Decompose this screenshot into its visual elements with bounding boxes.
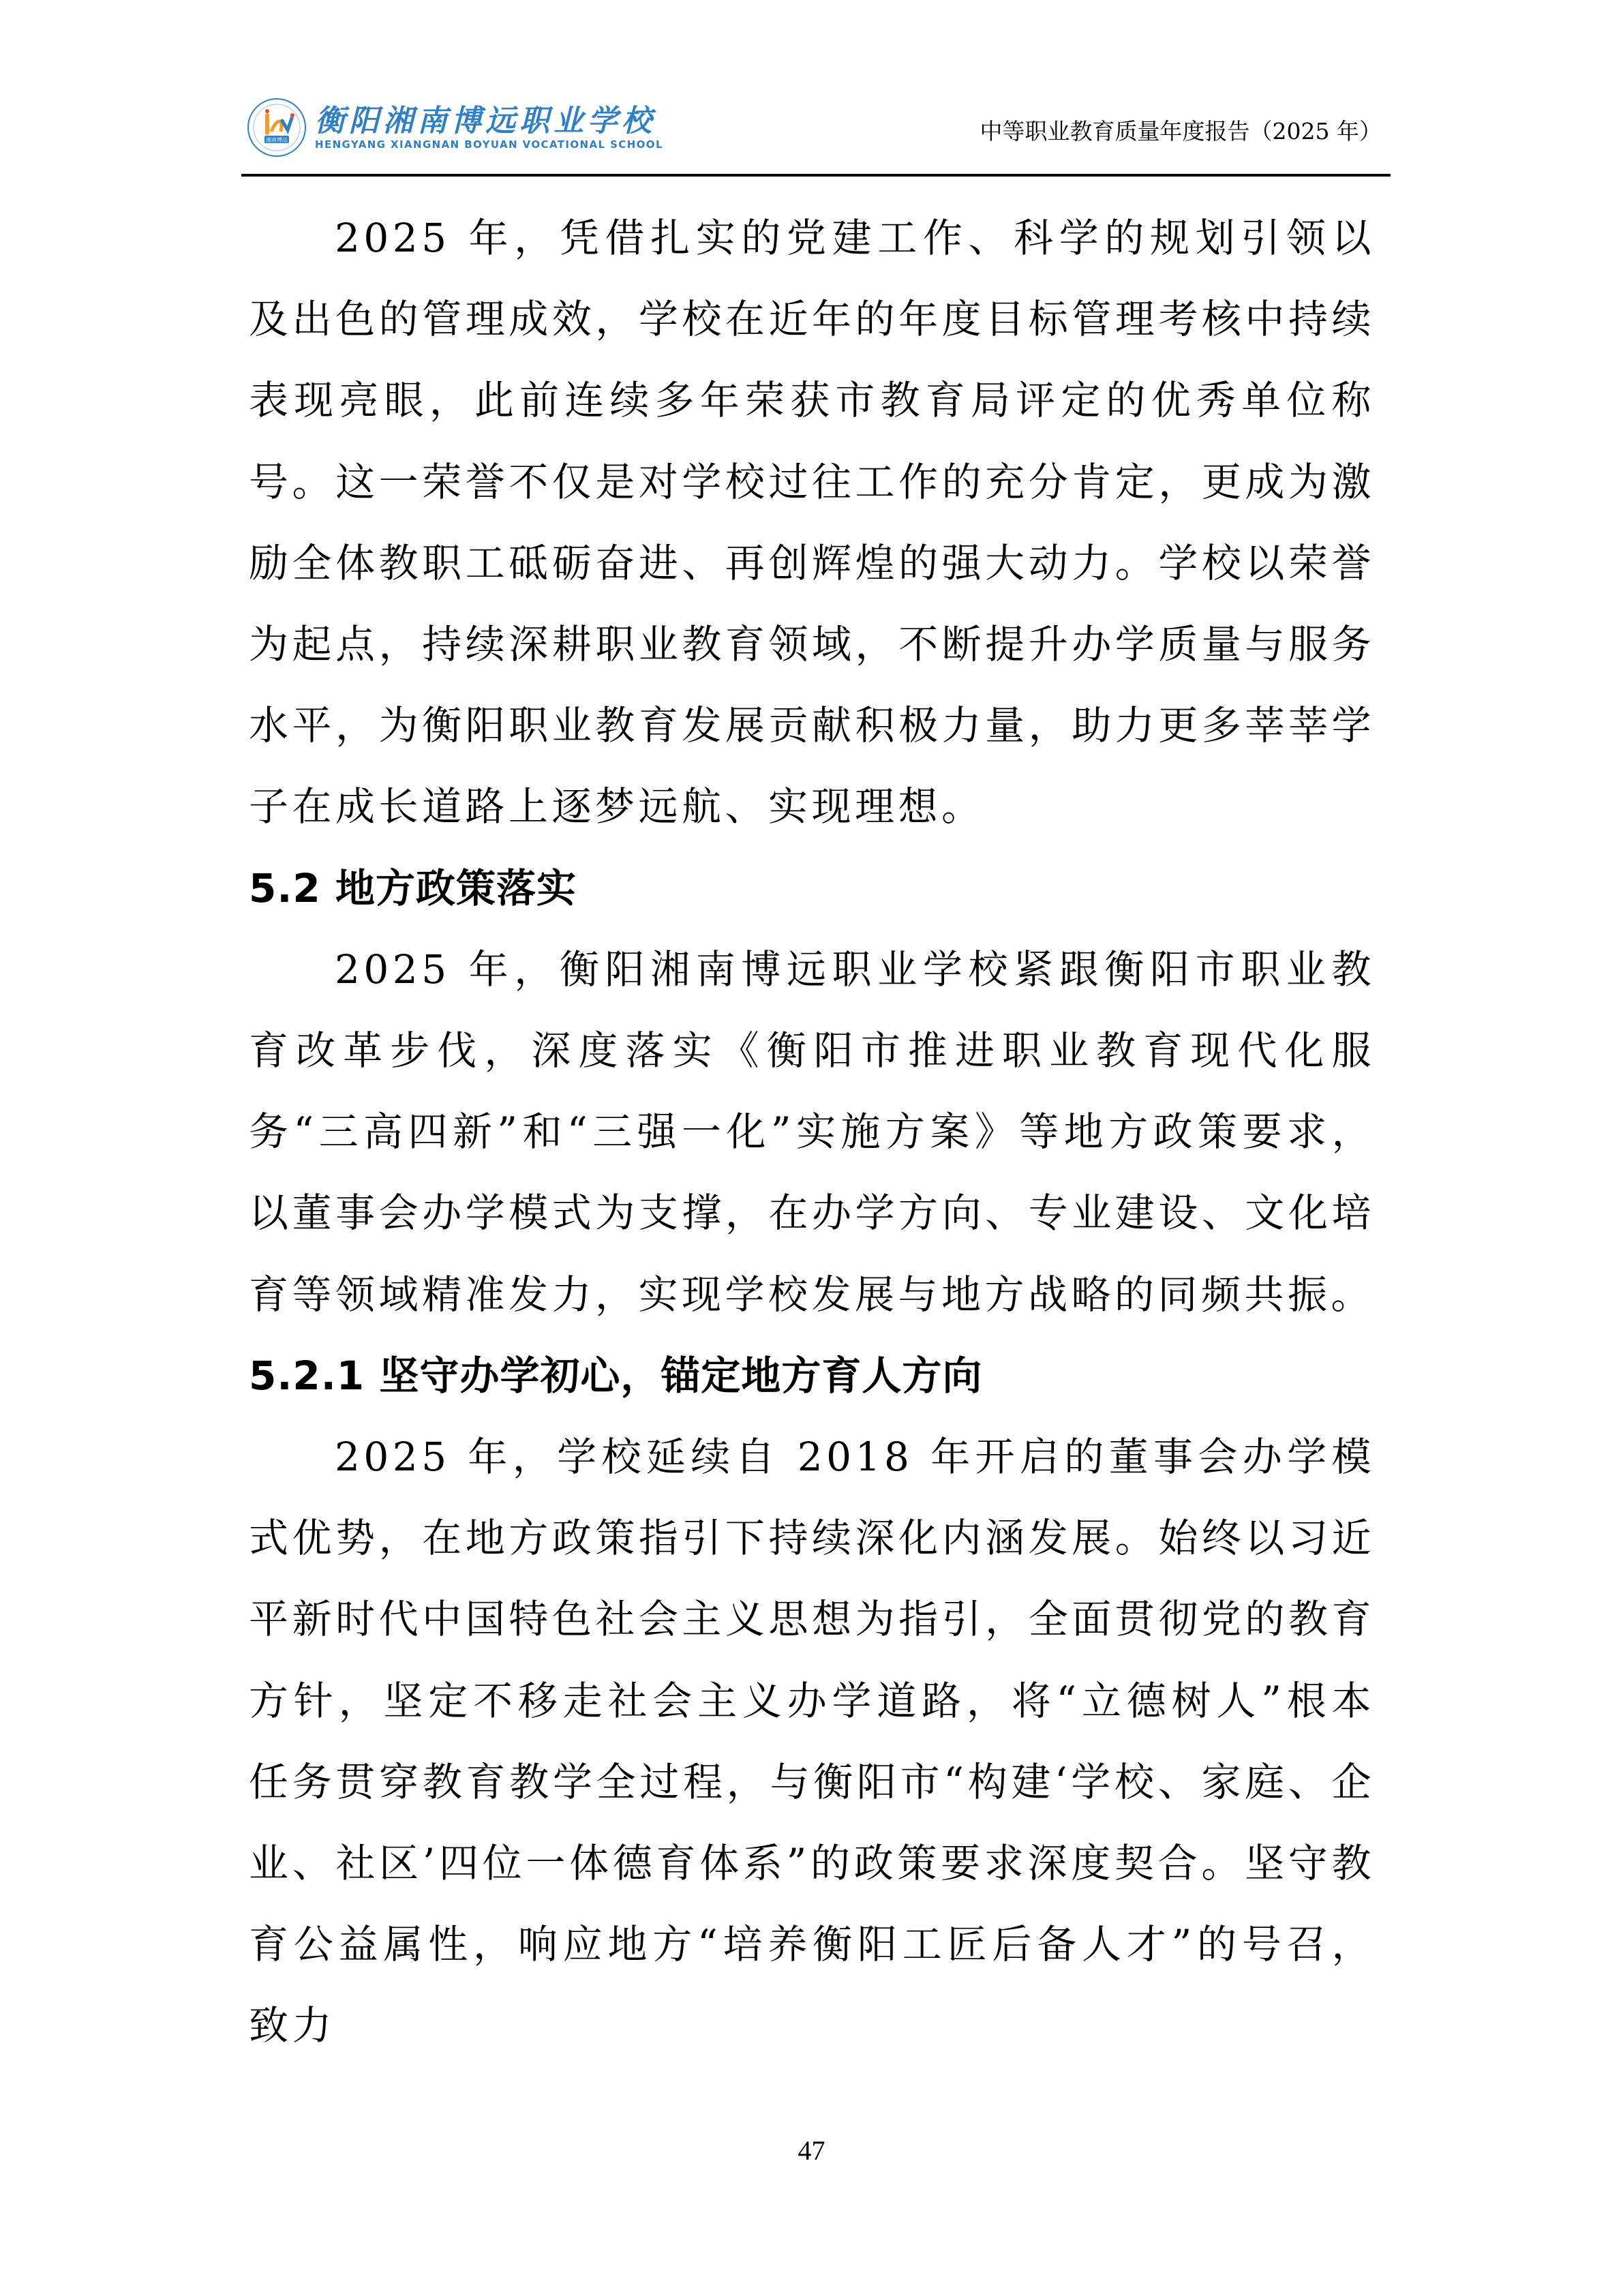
school-logo [247,95,663,160]
header-divider [241,174,1391,177]
school-emblem-icon [247,97,307,157]
page-number: 47 [798,2135,825,2166]
section-heading-5-2-1: 5.2.1 坚守办学初心，锚定地方育人方向 [249,1352,983,1399]
page-content [249,198,1375,2067]
report-title: 中等职业教育质量年度报告（2025 年） [980,118,1382,145]
school-name-en: HENGYANG XIANGNAN BOYUAN VOCATIONAL SCHOOL [315,138,663,151]
paragraph-school-mission [249,1417,1375,2067]
paragraph-text: 2025 年，衡阳湘南博远职业学校紧跟衡阳市职业教育改革步伐，深度落实《衡阳市推进职业教育现代化服务“三高四新”和“三强一化”实施方案》等地方政策要求，以董事会办学模式为支撑，在办学方向、专业建设、文化培育等领域精准发力，实现学校发展与地方战略的同频共振。 [249,946,1375,1318]
paragraph-honors [249,198,1375,848]
logo-badge-text: 湘南博远 [266,137,288,143]
section-heading-5-2: 5.2 地方政策落实 [249,864,577,911]
paragraph-text: 2025 年，凭借扎实的党建工作、科学的规划引领以及出色的管理成效，学校在近年的年度目标管理考核中持续表现亮眼，此前连续多年荣获市教育局评定的优秀单位称号。这一荣誉不仅是对学校过往工作的充分肯定，更成为激励全体教职工砥砺奋进、再创辉煌的强大动力。学校以荣誉为起点，持续深耕职业教育领域，不断提升办学质量与服务水平，为衡阳职业教育发展贡献积极力量，助力更多莘莘学子在成长道路上逐梦远航、实现理想。 [249,215,1375,830]
paragraph-text: 2025 年，学校延续自 2018 年开启的董事会办学模式优势，在地方政策指引下持续深化内涵发展。始终以习近平新时代中国特色社会主义思想为指引，全面贯彻党的教育方针，坚定不移走社会主义办学道路，将“立德树人”根本任务贯穿教育教学全过程，与衡阳市“构建‘学校、家庭、企业、社区’四位一体德育体系”的政策要求深度契合。坚守教育公益属性，响应地方“培养衡阳工匠后备人才”的号召，致力 [249,1434,1375,2049]
school-name-cn: 衡阳湘南博远职业学校 [315,104,656,138]
paragraph-local-policy [249,929,1375,1335]
